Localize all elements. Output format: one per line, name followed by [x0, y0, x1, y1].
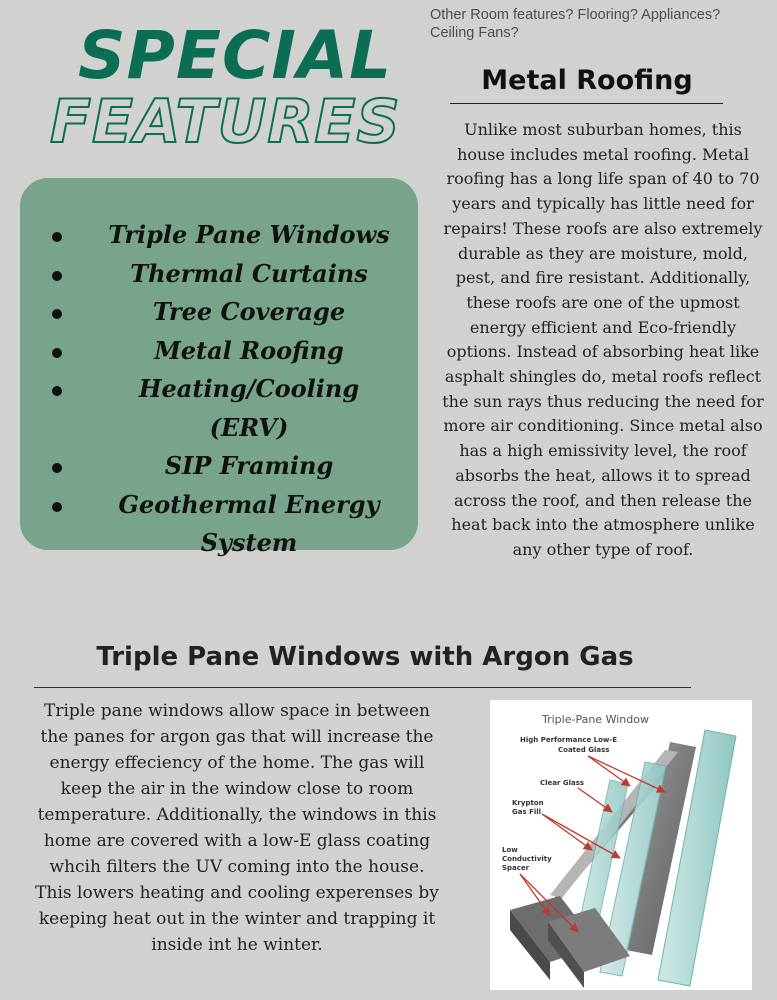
label-clear-glass: Clear Glass: [540, 779, 585, 787]
bullet-icon: [52, 348, 62, 358]
diagram-title: Triple-Pane Window: [542, 713, 649, 726]
bullet-icon: [52, 463, 62, 473]
label-coated-line1: High Performance Low-E: [520, 736, 618, 744]
metal-roofing-divider: [450, 103, 723, 104]
title-features: FEATURES: [50, 87, 401, 157]
label-spacer-line1: Low: [502, 846, 518, 854]
label-gas-line1: Krypton: [512, 799, 544, 807]
bullet-icon: [52, 271, 62, 281]
label-coated-line2: Coated Glass: [558, 746, 610, 754]
feature-item: Heating/Cooling (ERV): [20, 370, 418, 447]
label-spacer-line3: Spacer: [502, 864, 530, 872]
triple-pane-body: Triple pane windows allow space in between the panes for argon gas that will increase the energy effeciency of the home. The gas will keep the air in the window close to room temperature. Additionally, the windows in this home are covered with a low-E glass coating whcih filters the UV coming into the house. This lowers heating and cooling experenses by keeping heat out in the winter and trapping it inside int he winter.: [35, 701, 439, 955]
feature-item: SIP Framing: [20, 447, 418, 486]
features-list-box: [20, 178, 418, 557]
bullet-icon: [52, 232, 62, 242]
editor-note: Other Room features? Flooring? Appliances? Ceiling Fans?: [430, 7, 721, 41]
bullet-icon: [52, 386, 62, 396]
feature-item: Tree Coverage: [20, 293, 418, 332]
feature-item: Triple Pane Windows: [20, 216, 418, 255]
feature-item: Metal Roofing: [20, 332, 418, 371]
triple-pane-heading: Triple Pane Windows with Argon Gas: [96, 642, 634, 672]
triple-pane-divider: [34, 687, 691, 688]
features-list: [20, 178, 418, 563]
triple-pane-window-diagram: [490, 700, 752, 990]
bullet-icon: [52, 502, 62, 512]
metal-roofing-heading: Metal Roofing: [481, 65, 693, 96]
metal-roofing-body: Unlike most suburban homes, this house includes metal roofing. Metal roofing has a long life span of 40 to 70 years and typically has little need for repairs! These roofs are also extremely durable as they are moisture, mold, pest, and fire resistant. Additionally, these roofs are one of the upmost energy efficient and Eco-friendly options. Instead of absorbing heat like asphalt shingles do, metal roofs reflect the sun rays thus reducing the need for more air conditioning. Since metal also has a high emissivity level, the roof absorbs the heat, allows it to spread across the roof, and then release the heat back into the atmosphere unlike any other type of roof.: [442, 120, 764, 559]
feature-item: Thermal Curtains: [20, 255, 418, 294]
label-gas-line2: Gas Fill: [512, 808, 542, 816]
bullet-icon: [52, 309, 62, 319]
feature-item: Geothermal Energy System: [20, 486, 418, 563]
title-special: SPECIAL: [78, 17, 393, 94]
label-spacer-line2: Conductivity: [502, 855, 552, 863]
